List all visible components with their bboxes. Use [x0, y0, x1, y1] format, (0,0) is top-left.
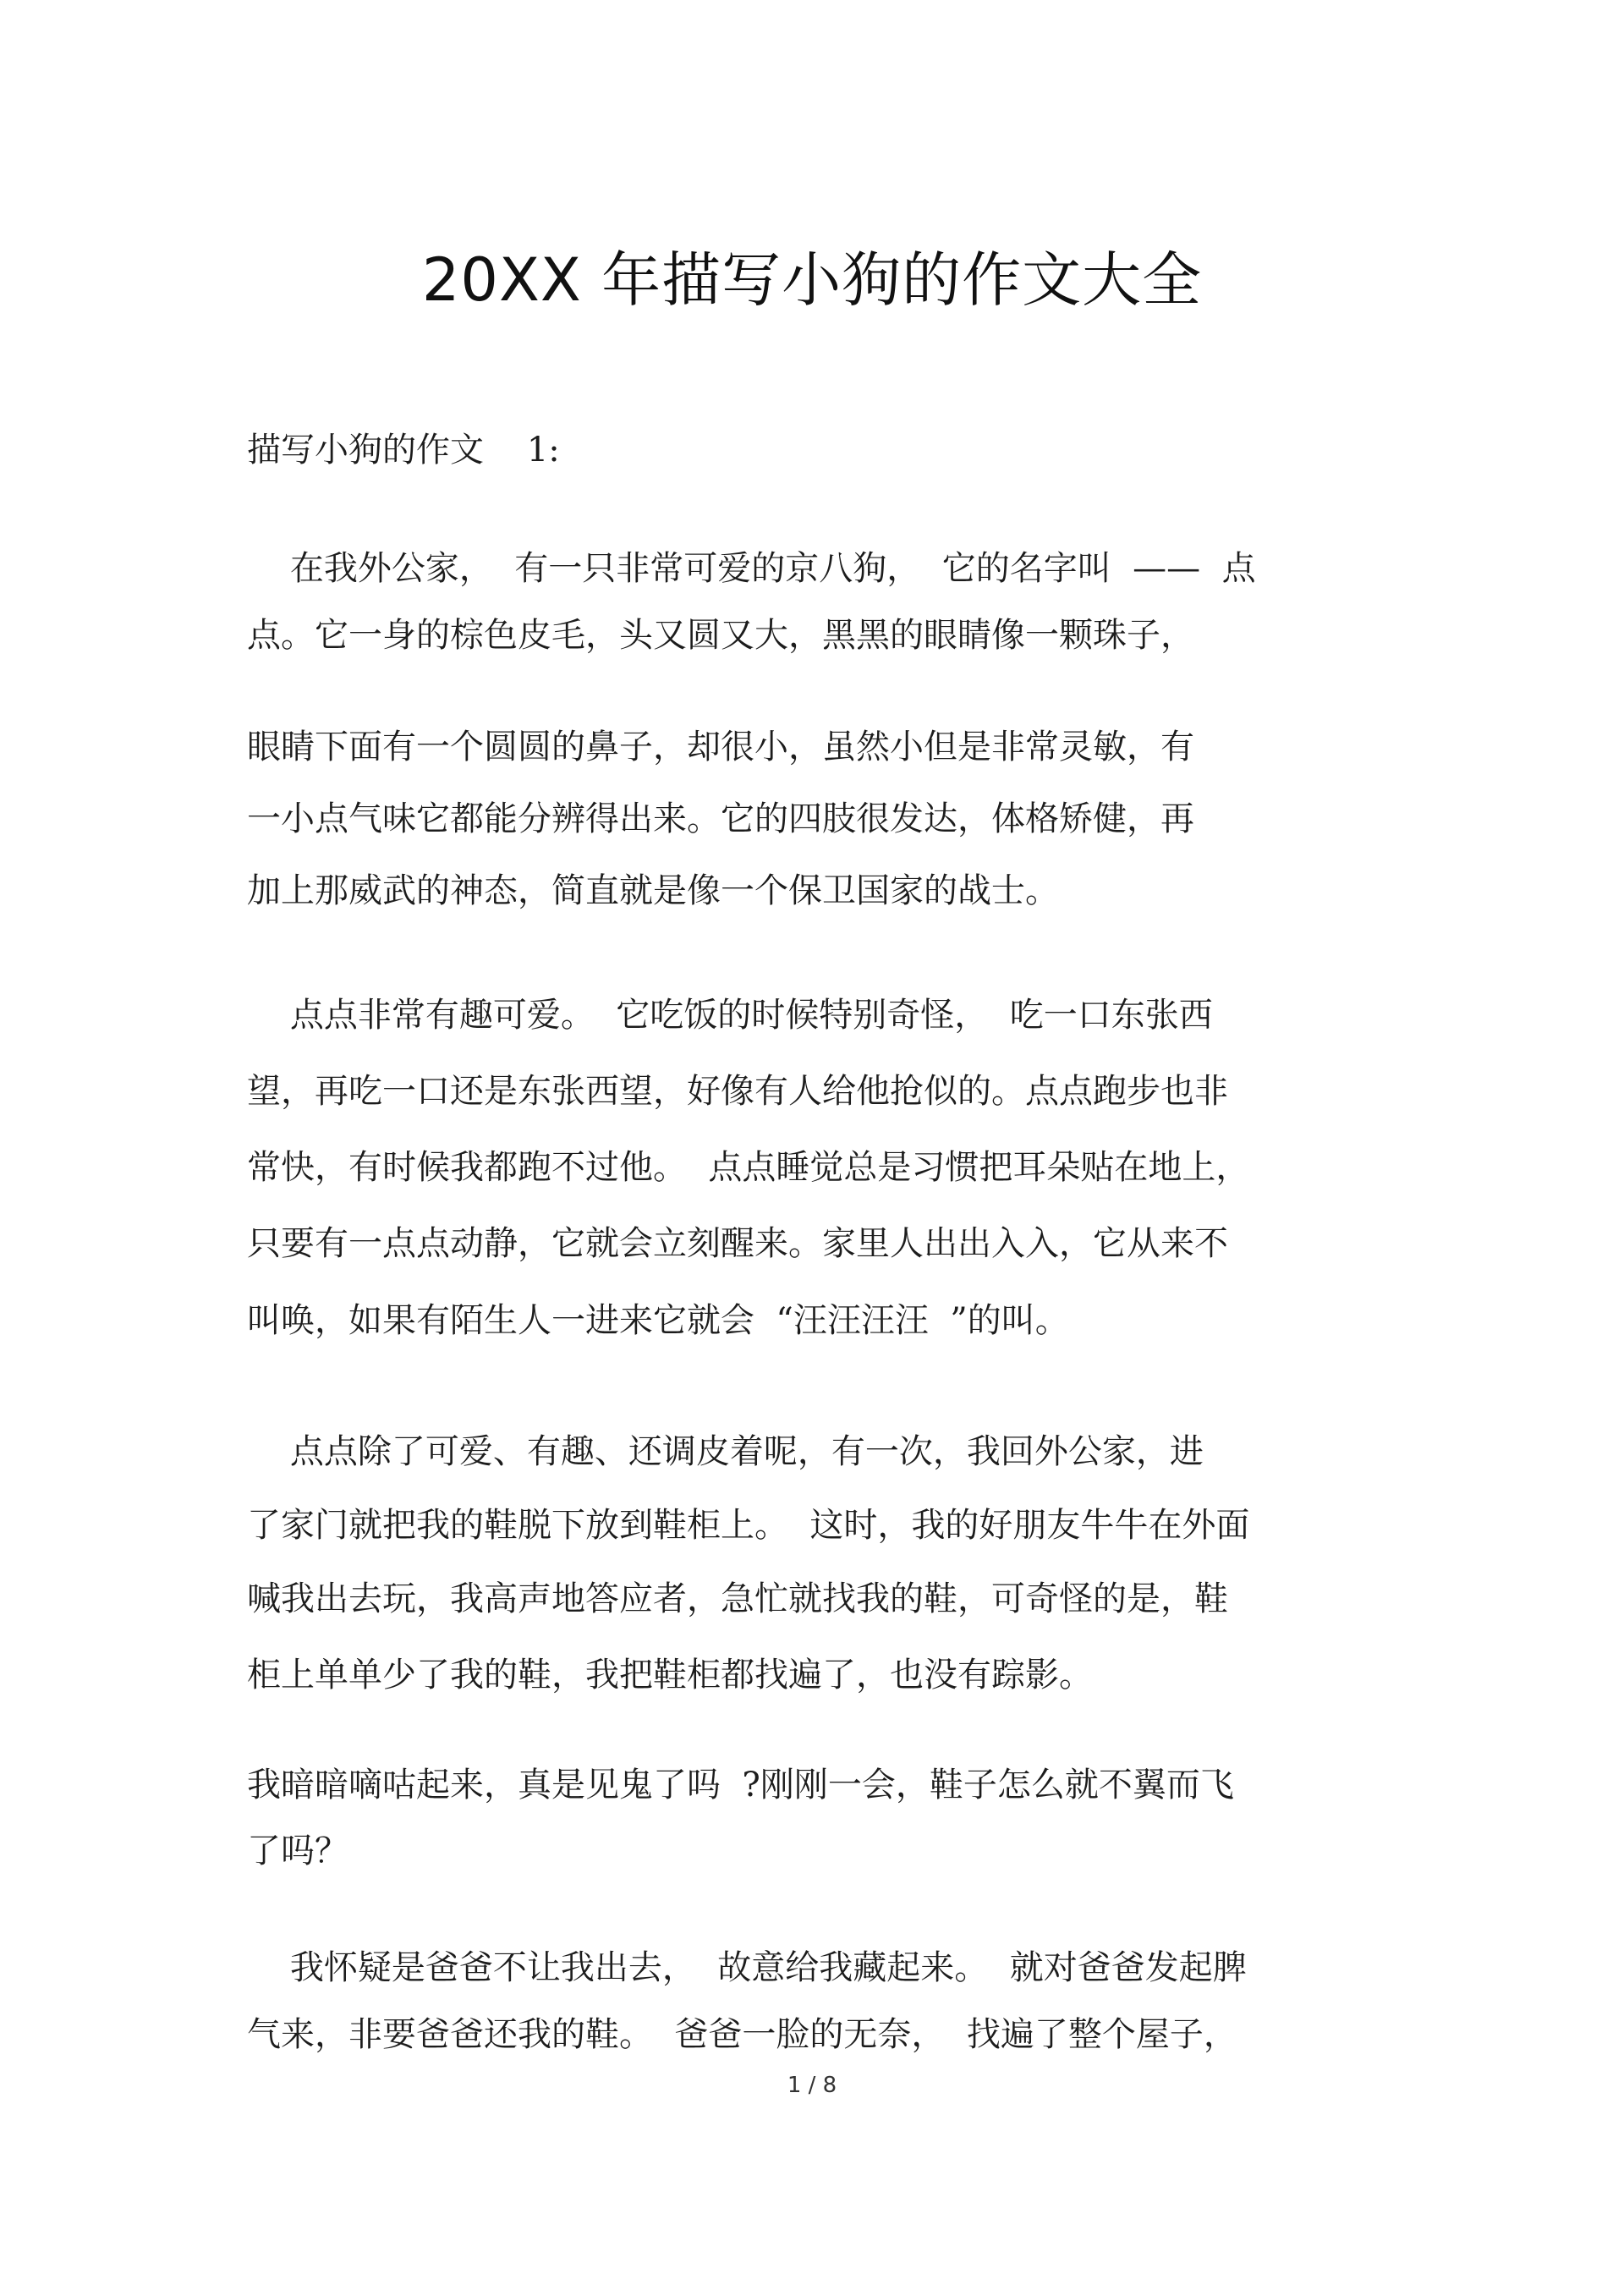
- page-indicator: 1 / 8: [787, 2073, 837, 2098]
- paragraph-line: 常快，有时候我都跑不过他。 点点睡觉总是习惯把耳朵贴在地上，: [247, 1148, 1250, 1187]
- paragraph-line: 望，再吃一口还是东张西望，好像有人给他抢似的。点点跑步也非: [247, 1072, 1228, 1111]
- essay-subheading: 描写小狗的作文 1:: [247, 431, 560, 470]
- paragraph-line: 一小点气味它都能分辨得出来。它的四肢很发达，体格矫健，再: [247, 799, 1194, 838]
- paragraph-line: 喊我出去玩，我高声地答应者，急忙就找我的鞋，可奇怪的是，鞋: [247, 1579, 1228, 1618]
- paragraph-line: 点点非常有趣可爱。 它吃饭的时候特别奇怪， 吃一口东张西: [247, 996, 1213, 1035]
- paragraph-line: 在我外公家， 有一只非常可爱的京八狗， 它的名字叫 —— 点: [247, 549, 1256, 588]
- paragraph-line: 只要有一点点动静，它就会立刻醒来。家里人出出入入，它从来不: [247, 1224, 1228, 1263]
- paragraph-line: 气来，非要爸爸还我的鞋。 爸爸一脸的无奈， 找遍了整个屋子，: [247, 2015, 1237, 2054]
- document-title: 20XX 年描写小狗的作文大全: [421, 245, 1203, 315]
- paragraph-line: 了吗？: [247, 1832, 348, 1870]
- paragraph-line: 点。它一身的棕色皮毛，头又圆又大，黑黑的眼睛像一颗珠子，: [247, 616, 1194, 655]
- paragraph-line: 加上那威武的神态，简直就是像一个保卫国家的战士。: [247, 871, 1059, 910]
- paragraph-line: 叫唤，如果有陌生人一进来它就会 “汪汪汪汪 ”的叫。: [247, 1301, 1069, 1340]
- paragraph-line: 眼睛下面有一个圆圆的鼻子，却很小，虽然小但是非常灵敏，有: [247, 728, 1194, 766]
- paragraph-line: 我暗暗嘀咕起来，真是见鬼了吗 ?刚刚一会，鞋子怎么就不翼而飞: [247, 1766, 1234, 1804]
- paragraph-line: 点点除了可爱、有趣、还调皮着呢，有一次，我回外公家，进: [247, 1432, 1204, 1471]
- paragraph-line: 我怀疑是爸爸不让我出去， 故意给我藏起来。 就对爸爸发起脾: [247, 1948, 1247, 1987]
- paragraph-line: 柜上单单少了我的鞋，我把鞋柜都找遍了，也没有踪影。: [247, 1656, 1093, 1695]
- paragraph-line: 了家门就把我的鞋脱下放到鞋柜上。 这时，我的好朋友牛牛在外面: [247, 1506, 1250, 1545]
